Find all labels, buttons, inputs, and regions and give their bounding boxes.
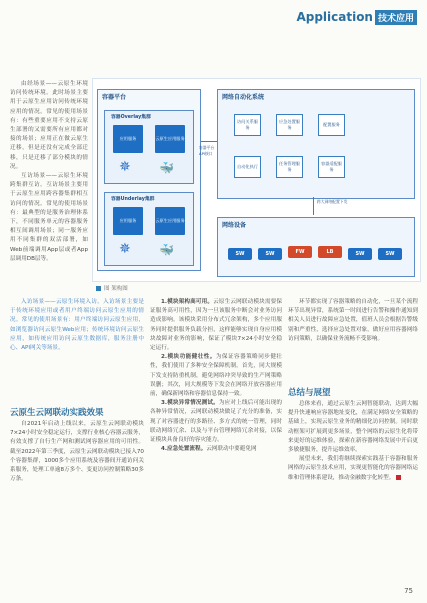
platform-title: 容器平台 [102, 94, 127, 101]
paragraph: 总体来看，通过云原生云网智能联动，达到大幅提升快速响应容器地址变化，在满足网络安全策略的基础上，实现云原生业务的精细化访问控制。同时联动框架可扩展到更多场景，整个网络的云原生化将带来更好的运维体验，探索在新容器网络发展中开启更多敏捷服务，提升运维效率。 [288, 401, 418, 454]
overlay-cluster [104, 110, 194, 184]
overlay-title: 容器Overlay集群 [111, 115, 151, 120]
paragraph: 入访场景——云原生环境入访。入访场景主要是于传统环境应用或者用户终端访问云原生应用的情况。常见的使用场景有：用户终端访问云原生应用，如浏览器访问云原生Web应用；传统环境访问云原生应用，如传统应用访问云原生数据库，服务注册中心、API网关等场景。 [10, 299, 144, 352]
service-box: 云原生应用服务 [155, 207, 185, 235]
sdn-arrow [313, 197, 314, 215]
underlay-title: 容器Underlay集群 [111, 197, 155, 202]
automation-item: 配置服务 [318, 114, 345, 136]
header-cn: 技术应用 [375, 10, 417, 25]
paragraph: 4.应急处置流程。云网联动中要避免网 [161, 446, 257, 453]
header-en: Application [296, 10, 373, 24]
service-box: 应用服务 [113, 207, 143, 235]
firewall-device: FW [288, 246, 312, 258]
end-mark-icon [396, 475, 401, 480]
column-3 [288, 298, 418, 344]
paragraph: 环节都实现了容器策略的自动化，一旦某个流程环节出现异常，系统第一时间进行告警和操作通知到相关人员进行故障应急处置，值班人员会根据告警级别和严重性，选择应急处置对象，做好应用容器网络访问策略，以确保业务流畅不受影响。 [288, 299, 418, 342]
switch-device: SW [228, 248, 252, 260]
page-number: 75 [404, 587, 413, 595]
architecture-figure [92, 78, 421, 282]
service-box: 应用服务 [113, 125, 143, 153]
paragraph: 互访场景——云原生环境跨集群互访。互访场景主要用于云原生应用跨容器集群相互访问的情况。常见的使用场景有：最典型的是服务治理体系下，不同服务单元的容器服务相互间调用场景；同一服务应用不同集群的双活部署，如Web前端调用App层或者App层调用DB层等。 [10, 173, 88, 262]
paragraph: 2.模块功能健壮性。为保证容器策略同步健壮性，我们使用了多种安全保障机制。首先，同大规模下发支持防重机制，避免网络冲突导致的生产网策略误删；其次，同大规模等下发会在网络开放容器应用前，确保新网络和容器信息保持一致。 [150, 354, 282, 398]
paragraph: 自2021年启动上线以来，云原生云网联动模块7×24小时安全稳定运行，支撑行业核心容器云服务，有效支撑了自行生产网和测试网容器应用的可用性。截至2022年第三季度，云原生云网联动模块已接入70个容器集群，1000多个应用系统及容器间开通访问关系服务，处理工单逾8万多个、变更访问控制策略30多万条。 [10, 421, 144, 483]
automation-title: 网络自动化系统 [222, 94, 265, 101]
service-box: 云原生应用服务 [155, 125, 185, 153]
automation-item: 应急处置服务 [276, 114, 303, 136]
column-1 [10, 298, 144, 353]
docker-icon: 🐳 [159, 243, 174, 257]
switch-device: SW [348, 248, 372, 260]
docker-icon: 🐳 [159, 161, 174, 175]
api-label: 容器平台API接口 [199, 145, 215, 156]
section-heading: 总结与展望 [288, 388, 331, 398]
sdn-label: 跨大网络配置下发 [317, 199, 348, 204]
automation-system-box [217, 89, 415, 199]
automation-item: 容器适配服务 [318, 156, 345, 178]
section-heading: 云原生云网联动实践效果 [10, 408, 104, 418]
loadbalancer-device: LB [318, 246, 342, 258]
api-arrow [201, 141, 217, 142]
paragraph: 由经场景——云原生环境访问传统环境。此时场景主要用于云原生应用访问传统环境应用的情况。常见的使用场景有：有些重要应用不支持云原生部署的又需要所有应用都对接的场景；应用正在做云原生迁移，但是还没有完成全部迁移，只是迁移了部分模块的情况。 [10, 81, 88, 170]
container-platform-box [97, 89, 201, 271]
column-1-lower [10, 420, 144, 484]
left-text-top [10, 80, 88, 264]
paragraph: 展望未来，我们将继续探索实践基于容器和服务网格的云原生技术应用，实现更智能化的容器网络运维和管理体系建设，推动金融数字化转型。 [288, 456, 418, 481]
automation-item: 自动化执行 [234, 156, 261, 178]
figure-caption: 图 架构图 [96, 284, 128, 292]
kubernetes-icon: ✵ [119, 241, 131, 257]
paragraph: 3.模块异常情况测试。为应对上线后可能出现的各种异常情况，云网联动模块做足了充分的准备，实现了对容器进行的多路径、多方式的统一管理，同时联动网络冗余、以及与平台管理网络冗余对接，以保证模块具备良好的容灾能力。 [150, 400, 282, 444]
switch-device: SW [258, 248, 282, 260]
switch-device: SW [378, 248, 402, 260]
column-2 [150, 298, 282, 454]
automation-item: 访问关系服务 [234, 114, 261, 136]
paragraph: 1.模块架构高可用。云原生云网联动模块需要保证服务高可用性，因为一旦该服务中断会对业务访问造成影响。该模块采用分布式冗余架构，多个应用服务同时提供服务负载分担，这样能够实现自身应用模块故障对业务的影响，保证了模块7×24小时安全稳定运行。 [150, 299, 282, 352]
underlay-cluster [104, 192, 194, 266]
devices-title: 网络设备 [222, 222, 247, 229]
kubernetes-icon: ✵ [119, 159, 131, 175]
network-devices-box [217, 217, 415, 277]
automation-item: 任务管理服务 [276, 156, 303, 178]
column-3-lower [288, 400, 418, 483]
section-header [296, 8, 417, 26]
